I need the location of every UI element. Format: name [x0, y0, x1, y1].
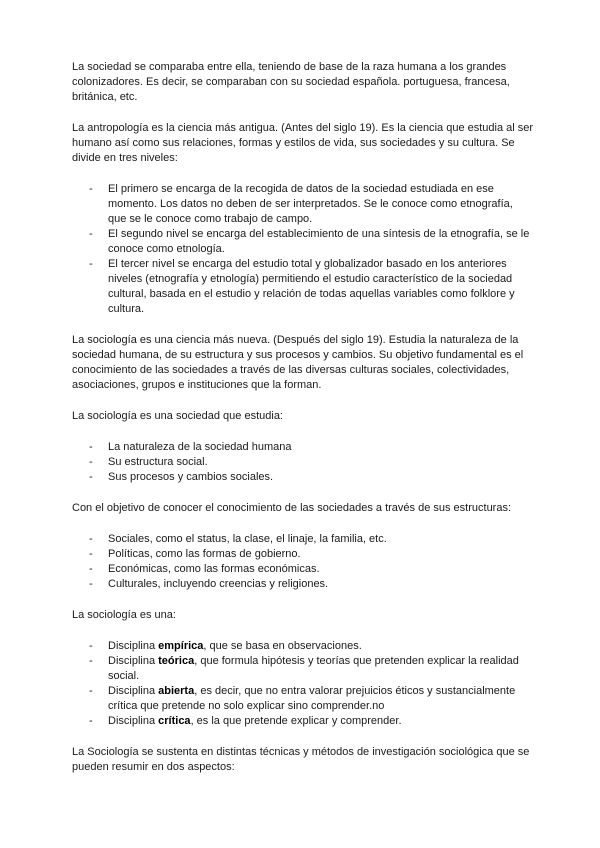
- list-structures: [72, 532, 534, 592]
- dash-bullet: -: [89, 228, 93, 240]
- list-item: - Culturales, incluyendo creencias y religiones.: [89, 578, 329, 590]
- list-disciplines: [72, 639, 534, 729]
- list-item: - La naturaleza de la sociedad humana: [89, 441, 292, 453]
- list-item: - Económicas, como las formas económicas.: [89, 563, 320, 575]
- list-item: - El tercer nivel se encarga del estudio total y globalizador basado en los anteriores niveles (etnografía y etnología) permitiendo el estudio característico de la sociedad cultural, basada en el estudio y relación de todas aquellas variables como folklore y cultura.: [89, 258, 515, 315]
- dash-bullet: -: [89, 183, 93, 195]
- dash-bullet: -: [89, 441, 93, 453]
- bold-term: crítica: [158, 715, 191, 727]
- dash-bullet: -: [89, 456, 93, 468]
- document-page: [72, 60, 534, 791]
- paragraph-objective: Con el objetivo de conocer el conocimiento de las sociedades a través de sus estructuras:: [72, 502, 512, 514]
- list-item: - Su estructura social.: [89, 456, 208, 468]
- paragraph-anthropology: La antropología es la ciencia más antigua. (Antes del siglo 19). Es la ciencia que estudia al ser humano así como sus relaciones, formas y estilos de vida, sus sociedades y su cultura. Se divide en tres niveles:: [72, 122, 534, 164]
- bold-term: empírica: [158, 640, 204, 652]
- dash-bullet: -: [89, 563, 93, 575]
- dash-bullet: -: [89, 471, 93, 483]
- paragraph-sociology-studies: La sociología es una sociedad que estudia:: [72, 410, 283, 422]
- paragraph-colonizers: La sociedad se comparaba entre ella, teniendo de base de la raza humana a los grandes colonizadores. Es decir, se comparaban con su sociedad española. portuguesa, francesa, británica, etc.: [72, 61, 510, 103]
- dash-bullet: -: [89, 655, 93, 667]
- list-item: - Políticas, como las formas de gobierno.: [89, 548, 301, 560]
- list-levels: [72, 182, 534, 317]
- dash-bullet: -: [89, 715, 93, 727]
- list-item: - Disciplina abierta, es decir, que no entra valorar prejuicios éticos y sustancialmente crítica que pretende no solo explicar sino comprender.no: [89, 685, 516, 712]
- list-item: - El segundo nivel se encarga del establecimiento de una síntesis de la etnografía, se le conoce como etnología.: [89, 228, 530, 255]
- paragraph-sociology-is: La sociología es una:: [72, 609, 176, 621]
- list-studies: [72, 440, 534, 485]
- dash-bullet: -: [89, 533, 93, 545]
- paragraph-methods: La Sociología se sustenta en distintas técnicas y métodos de investigación sociológica que se pueden resumir en dos aspectos:: [72, 746, 530, 773]
- list-item: - Sociales, como el status, la clase, el linaje, la familia, etc.: [89, 533, 387, 545]
- bold-term: teórica: [158, 655, 195, 667]
- list-item: - El primero se encarga de la recogida de datos de la sociedad estudiada en ese momento. Los datos no deben de ser interpretados. Se le conoce como etnografía, que se le conoce como trabajo de campo.: [89, 183, 513, 225]
- dash-bullet: -: [89, 685, 93, 697]
- list-item: - Disciplina teórica, que formula hipótesis y teorías que pretenden explicar la realidad social.: [89, 655, 519, 682]
- list-item: - Disciplina crítica, es la que pretende explicar y comprender.: [89, 715, 402, 727]
- dash-bullet: -: [89, 548, 93, 560]
- dash-bullet: -: [89, 258, 93, 270]
- bold-term: abierta: [158, 685, 195, 697]
- paragraph-sociology: La sociología es una ciencia más nueva. (Después del siglo 19). Estudia la naturaleza de la sociedad humana, de su estructura y sus procesos y cambios. Su objetivo fundamental es el conocimiento de las sociedades a través de las diversas culturas sociales, colectividades, asociaciones, grupos e instituciones que la forman.: [72, 334, 524, 391]
- dash-bullet: -: [89, 640, 93, 652]
- list-item: - Disciplina empírica, que se basa en observaciones.: [89, 640, 362, 652]
- dash-bullet: -: [89, 578, 93, 590]
- list-item: - Sus procesos y cambios sociales.: [89, 471, 274, 483]
